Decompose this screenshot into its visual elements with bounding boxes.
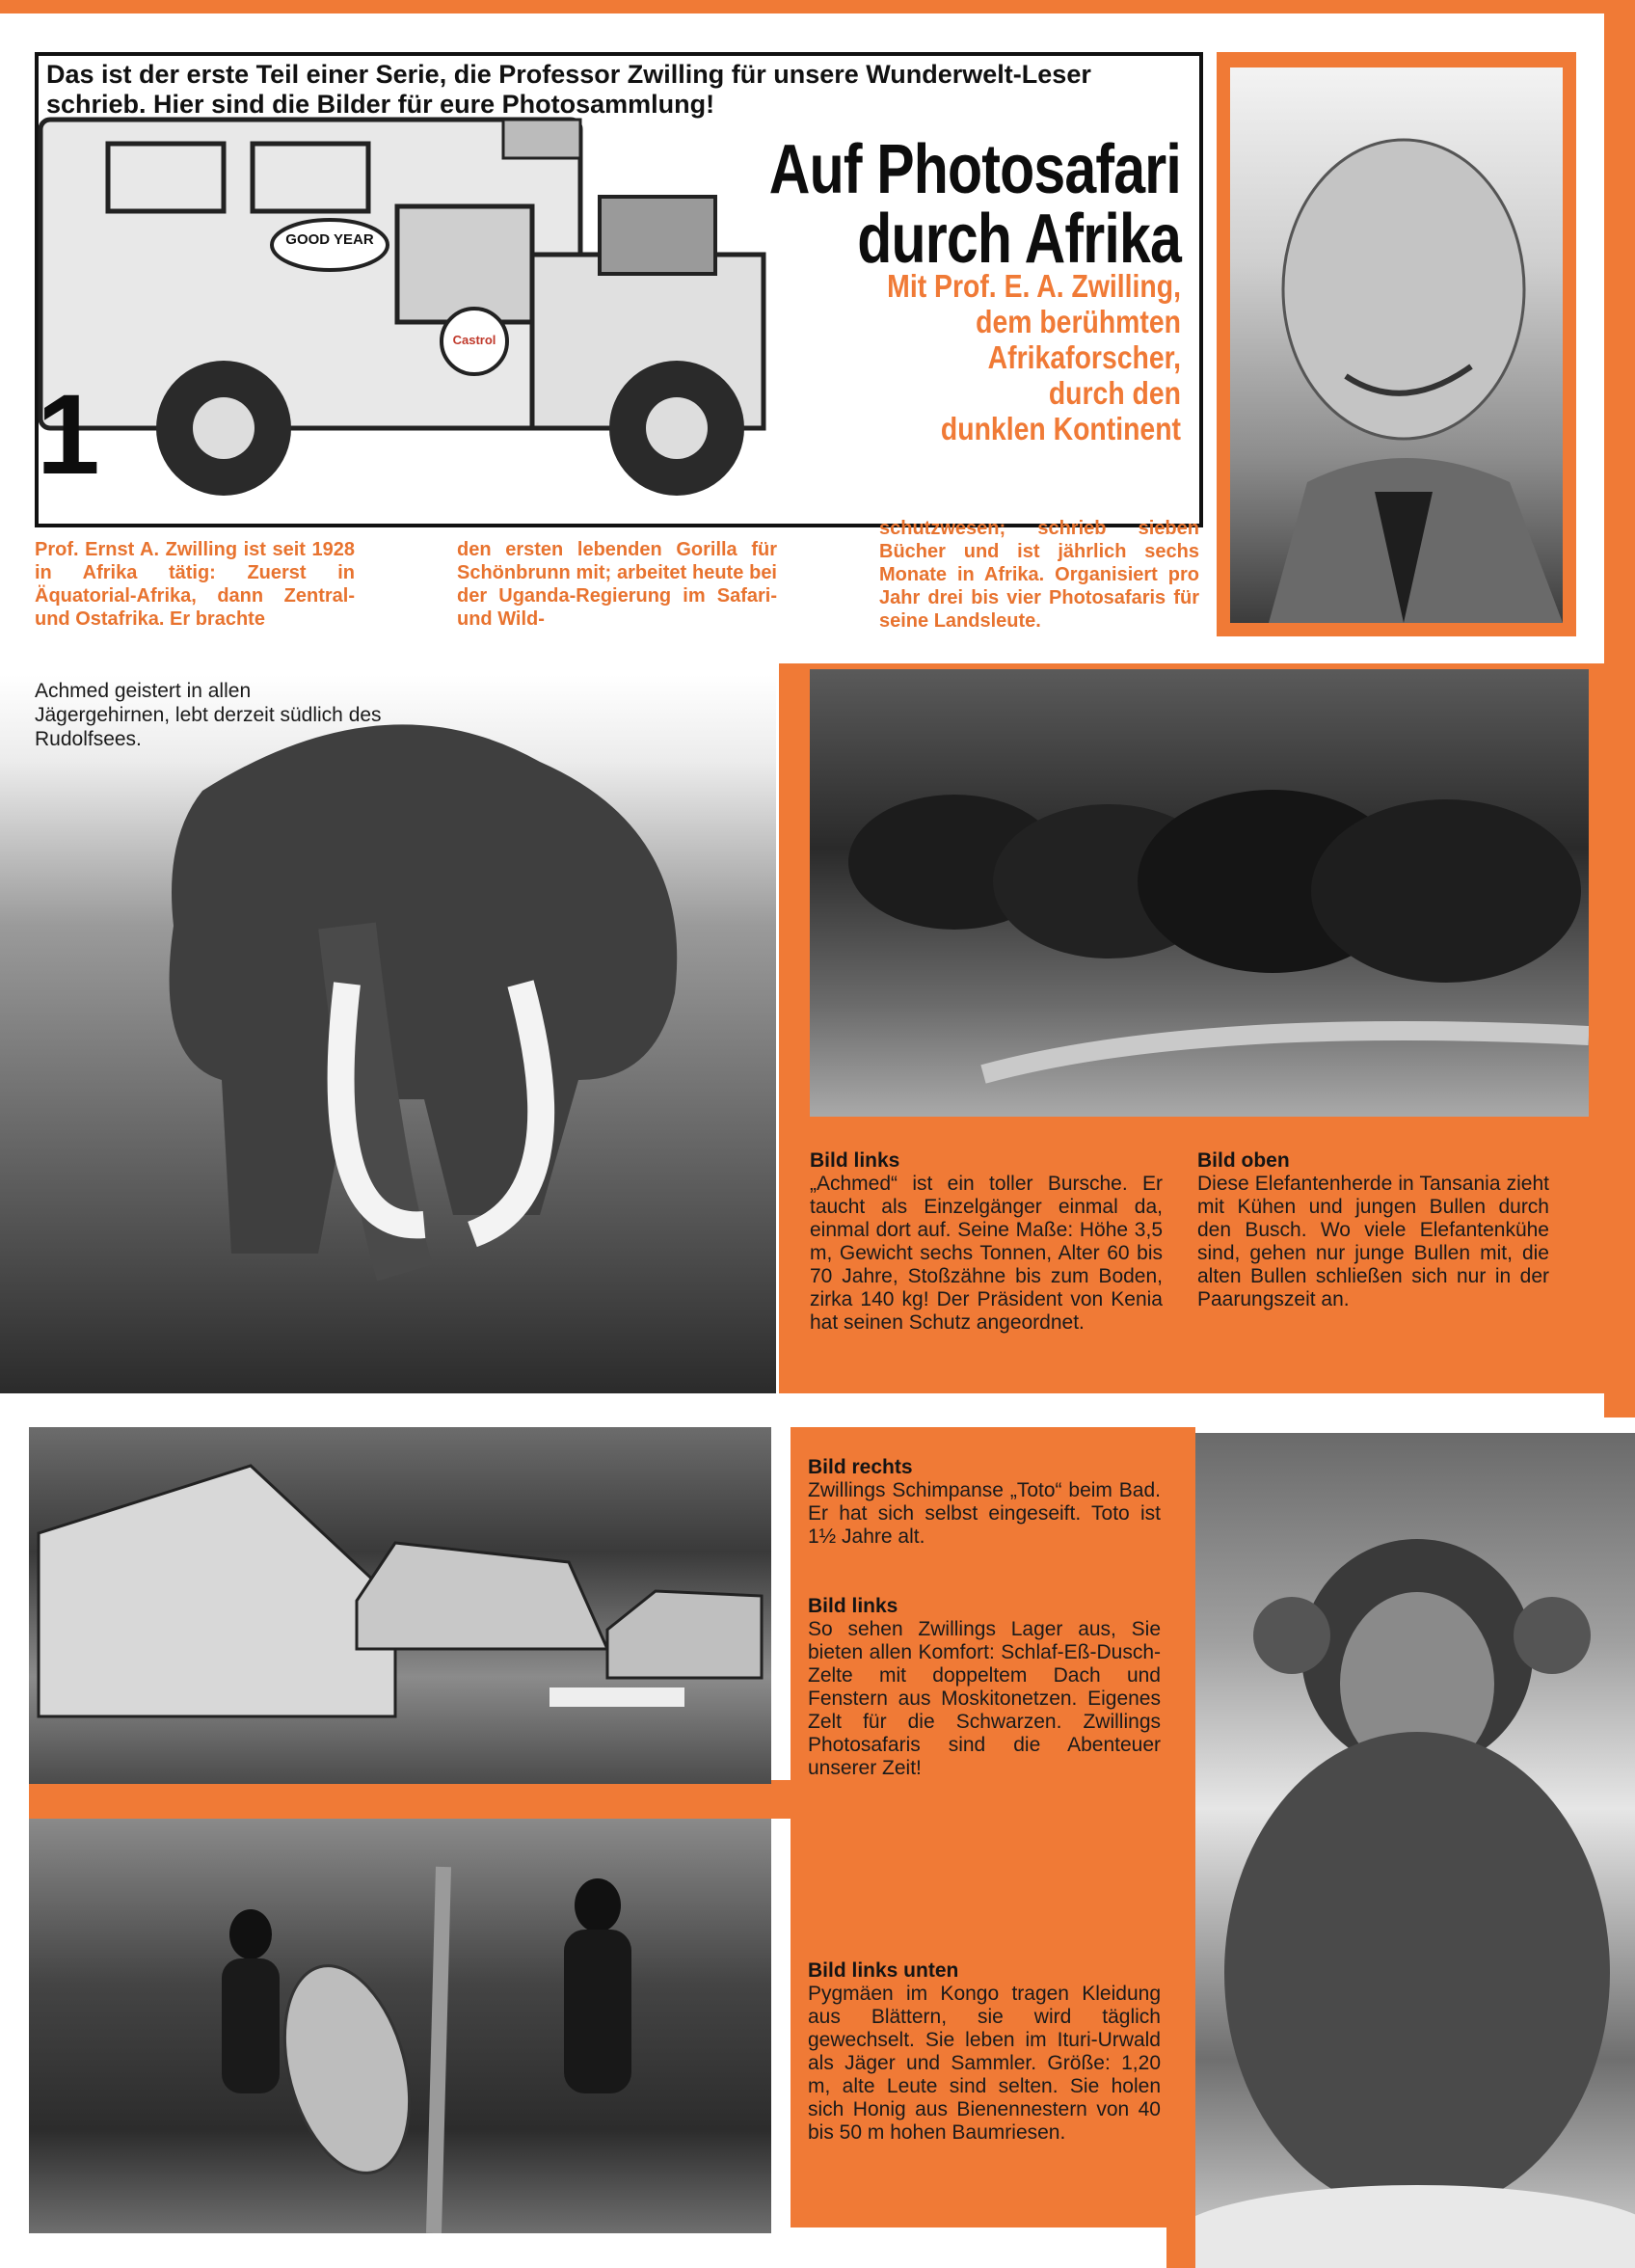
pygmies-caption-text: Pygmäen im Kongo tragen Kleidung aus Blättern, sie wird täglich gewechselt. Sie leben im Ituri-Urwald als Jäger und Sammler. Größe: 1,20 m, alte Leute sind selten. Sie holen sich Honig aus Bienennestern von 40 bis 50 m hohen Baumriesen. <box>808 1983 1161 2144</box>
elephant-drawing <box>0 675 776 1393</box>
achmed-photo-caption: Achmed geistert in allen Jägergehirnen, lebt derzeit südlich des Rudolfsees. <box>35 680 382 750</box>
chimp-caption-title: Bild rechts <box>808 1456 913 1478</box>
subtitle-line: dunklen Kontinent <box>940 411 1181 446</box>
elephant-herd-photo <box>810 669 1589 1117</box>
camp-caption-title: Bild links <box>808 1595 898 1617</box>
herd-drawing <box>810 669 1589 1117</box>
series-number: 1 <box>37 371 100 499</box>
achmed-elephant-photo <box>0 675 776 1393</box>
article-title-line2: durch Afrika <box>857 201 1181 278</box>
land-rover-drawing <box>21 100 812 525</box>
chimpanzee-toto-photo <box>1195 1433 1635 2268</box>
subtitle-block <box>733 268 1181 446</box>
portrait-drawing <box>1230 68 1563 623</box>
subtitle-line: Mit Prof. E. A. Zwilling, <box>887 268 1181 304</box>
castrol-label: Castrol <box>452 333 496 347</box>
pygmies-drawing <box>29 1819 771 2233</box>
bio-column-2: den ersten lebenden Gorilla für Schönbrunn mit; arbeitet heute bei der Uganda-Regierung im Safari- und Wild- <box>457 539 777 630</box>
camp-photo-strip <box>29 1780 791 1819</box>
herd-caption-title: Bild oben <box>1197 1149 1290 1172</box>
achmed-caption-title: Bild links <box>810 1149 900 1172</box>
achmed-caption-text: „Achmed“ ist ein toller Bursche. Er taucht als Einzelgänger einmal da, einmal dort auf. Seine Maße: Höhe 3,5 m, Gewicht sechs Tonnen, Alter 60 bis 70 Jahre, Stoßzähne bis zum Boden, zirka 140 kg! Der Präsident von Kenia hat seinen Schutz angeordnet. <box>810 1173 1163 1334</box>
pygmies-photo <box>29 1819 771 2233</box>
series-intro: Das ist der erste Teil einer Serie, die Professor Zwilling für unsere Wunderwelt-Leser schrieb. Hier sind die Bilder für eure Photosammlung! <box>46 60 1091 119</box>
camp-caption-text: So sehen Zwillings Lager aus, Sie bieten allen Komfort: Schlaf-Eß-Dusch-Zelte mit doppeltem Dach und Fenstern aus Moskitonetzen. Eigenes Zelt für die Schwarzen. Zwillings Photosafaris sind die Abenteuer unserer Zeit! <box>808 1618 1161 1779</box>
chimp-caption-text: Zwillings Schimpanse „Toto“ beim Bad. Er hat sich selbst eingeseift. Toto ist 1½ Jahre alt. <box>808 1479 1161 1548</box>
pygmies-caption-title: Bild links unten <box>808 1959 959 1982</box>
land-rover-photo <box>21 100 812 525</box>
bio-column-3: schutzwesen; schrieb sieben Bücher und ist jährlich sechs Monate in Afrika. Organisiert pro Jahr drei bis vier Photosafaris für seine Landsleute. <box>879 518 1199 632</box>
top-orange-band <box>0 0 1635 14</box>
chimp-drawing <box>1195 1433 1635 2268</box>
zwilling-portrait-photo <box>1230 68 1563 623</box>
goodyear-label: GOOD YEAR <box>285 231 374 248</box>
bio-column-1: Prof. Ernst A. Zwilling ist seit 1928 in Afrika tätig: Zuerst in Äquatorial-Afrika, dann Zentral- und Ostafrika. Er brachte <box>35 539 355 630</box>
subtitle-line: Afrikaforscher, <box>987 339 1181 375</box>
subtitle-line: durch den <box>1048 375 1181 411</box>
subtitle-line: dem berühmten <box>976 304 1181 339</box>
camp-drawing <box>29 1427 771 1784</box>
article-title-line1: Auf Photosafari <box>768 131 1181 208</box>
safari-camp-photo <box>29 1427 771 1784</box>
herd-caption-text: Diese Elefantenherde in Tansania zieht mit Kühen und jungen Bullen durch den Busch. Wo viele Elefantenkühe sind, gehen nur junge Bullen mit, die alten Bullen schließen sich nur in der Paarungszeit an. <box>1197 1173 1549 1310</box>
